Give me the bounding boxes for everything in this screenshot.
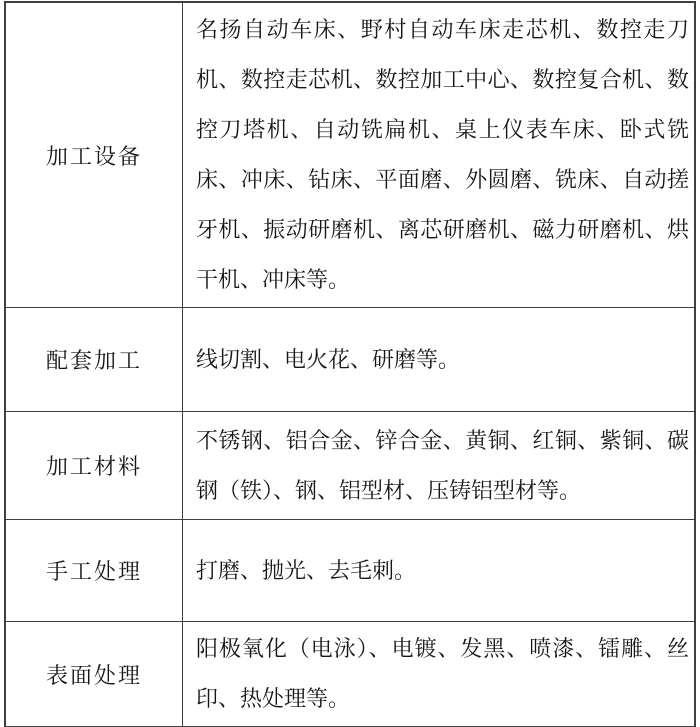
row-label-processing-equipment: 加工设备 <box>5 2 183 308</box>
table-row <box>5 412 695 520</box>
row-label-manual-processing: 手工处理 <box>5 520 183 622</box>
table-row <box>5 622 695 727</box>
table-row <box>5 308 695 412</box>
row-label-supporting-processing: 配套加工 <box>5 308 183 412</box>
table-row <box>5 2 695 308</box>
row-label-processing-materials: 加工材料 <box>5 412 183 520</box>
row-content-processing-materials: 不锈钢、铝合金、锌合金、黄铜、红铜、紫铜、碳钢（铁）、钢、铝型材、压铸铝型材等。 <box>183 412 696 520</box>
row-content-manual-processing: 打磨、抛光、去毛刺。 <box>183 520 696 622</box>
capability-spec-table <box>4 1 696 727</box>
row-content-surface-treatment: 阳极氧化（电泳）、电镀、发黑、喷漆、镭雕、丝印、热处理等。 <box>183 622 696 727</box>
row-label-surface-treatment: 表面处理 <box>5 622 183 727</box>
row-content-supporting-processing: 线切割、电火花、研磨等。 <box>183 308 696 412</box>
row-content-processing-equipment: 名扬自动车床、野村自动车床走芯机、数控走刀机、数控走芯机、数控加工中心、数控复合机、数控刀塔机、自动铣扁机、桌上仪表车床、卧式铣床、冲床、钻床、平面磨、外圆磨、铣床、自动搓牙机、振动研磨机、离芯研磨机、磁力研磨机、烘干机、冲床等。 <box>183 2 696 308</box>
table-row <box>5 520 695 622</box>
